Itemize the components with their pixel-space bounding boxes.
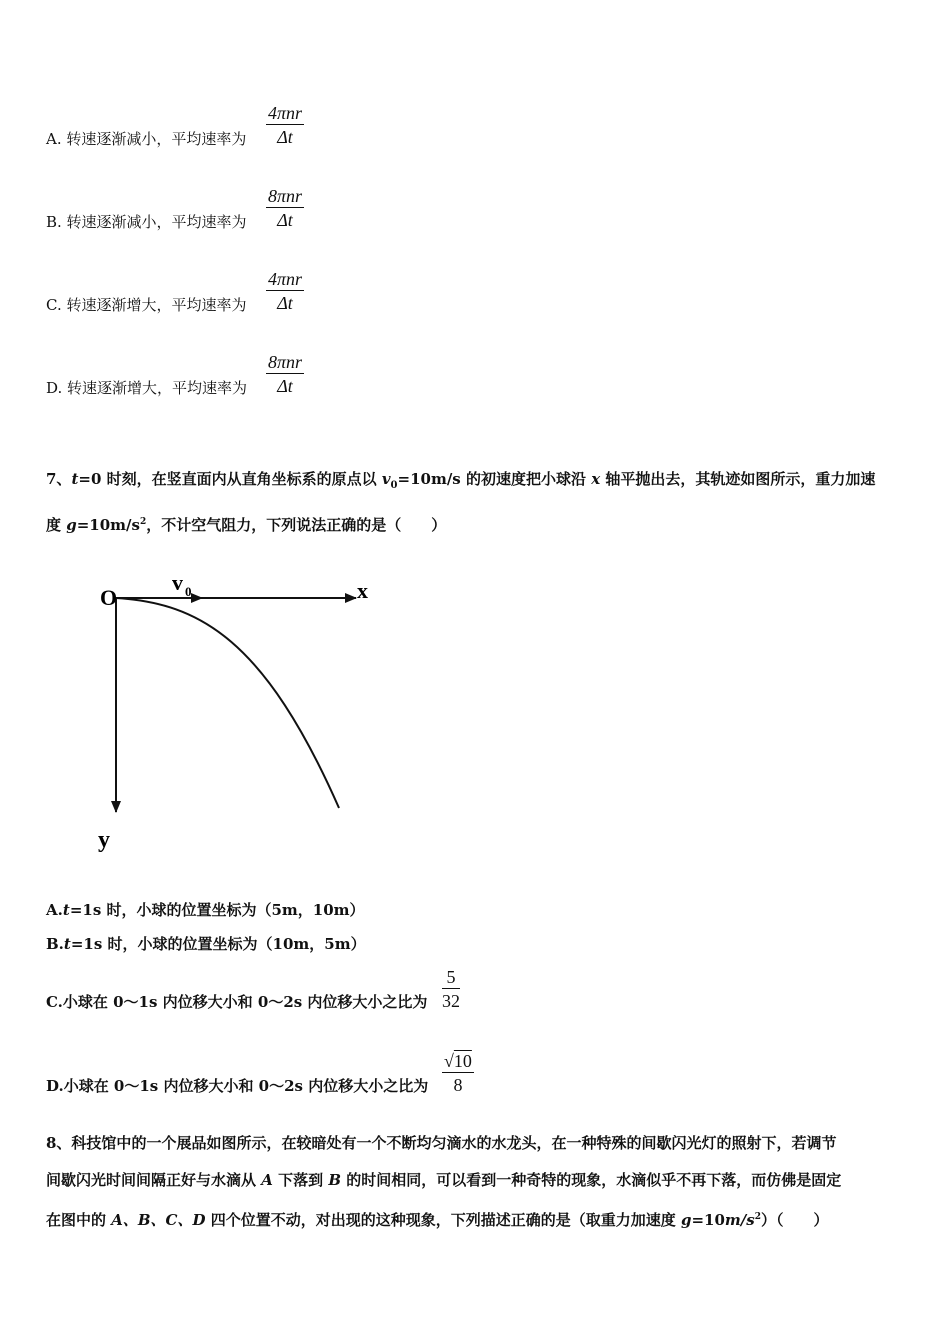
- velocity-subscript: 0: [185, 584, 192, 599]
- q7-option-c-fraction: $\frac{5}{32}$: [442, 967, 460, 1011]
- q7-option-b: B.t=1s 时，小球的位置坐标为（10m，5m）: [46, 935, 366, 953]
- q6-option-b-fraction: 8πnr Δt: [268, 186, 303, 230]
- q6-option-a-fraction: 4πnr Δt: [268, 103, 303, 147]
- q6-option-c: C. 转速逐渐增大，平均速率为: [46, 296, 247, 314]
- sqrt-numerator: √10: [444, 1051, 472, 1071]
- q7-option-d: D.小球在 0～1s 内位移大小和 0～2s 内位移大小之比为: [46, 1077, 429, 1095]
- q6-option-a: A. 转速逐渐减小，平均速率为: [46, 130, 247, 148]
- x-axis-label: x: [357, 578, 368, 603]
- q7-option-d-fraction: $\frac{√10}{8}$: [444, 1051, 472, 1095]
- q6-option-d-fraction: 8πnr Δt: [268, 352, 303, 396]
- q7-stem: 7、t=0 时刻，在竖直面内从直角坐标系的原点以 $v_0=10m/s$ 的初速度把小球沿 x 轴平抛出去，其轨迹如图所示，重力加速 度 $g=10m/s^2$，不计空气阻力，下列说法正确的是（ ）: [46, 470, 876, 534]
- q6-option-d: D. 转速逐渐增大，平均速率为: [46, 379, 248, 397]
- trajectory-curve: [116, 598, 339, 808]
- q6-option-b: B. 转速逐渐减小，平均速率为: [46, 213, 247, 231]
- origin-label: O: [100, 585, 118, 610]
- q8-stem: 8、科技馆中的一个展品如图所示，在较暗处有一个不断均匀滴水的水龙头，在一种特殊的间歇闪光灯的照射下，若调节 间歇闪光时间间隔正好与水滴从 A 下落到 B 的时间相同，可以看到一种奇特的现象，水滴似乎不再下落，而仿佛是固定 在图中的 A、B、C、D 四个位置不动，对出现的这种现象，下列描述正确的是（取重力加速度 $g=10m/s^2$）（ ）: [46, 1134, 842, 1229]
- velocity-label: v: [172, 570, 183, 595]
- y-axis-label: y: [98, 827, 110, 853]
- q7-option-a: A.t=1s 时，小球的位置坐标为（5m，10m）: [46, 901, 365, 919]
- projectile-figure: [90, 565, 390, 865]
- q7-option-c: C.小球在 0～1s 内位移大小和 0～2s 内位移大小之比为: [46, 993, 428, 1011]
- q6-option-c-fraction: 4πnr Δt: [268, 269, 303, 313]
